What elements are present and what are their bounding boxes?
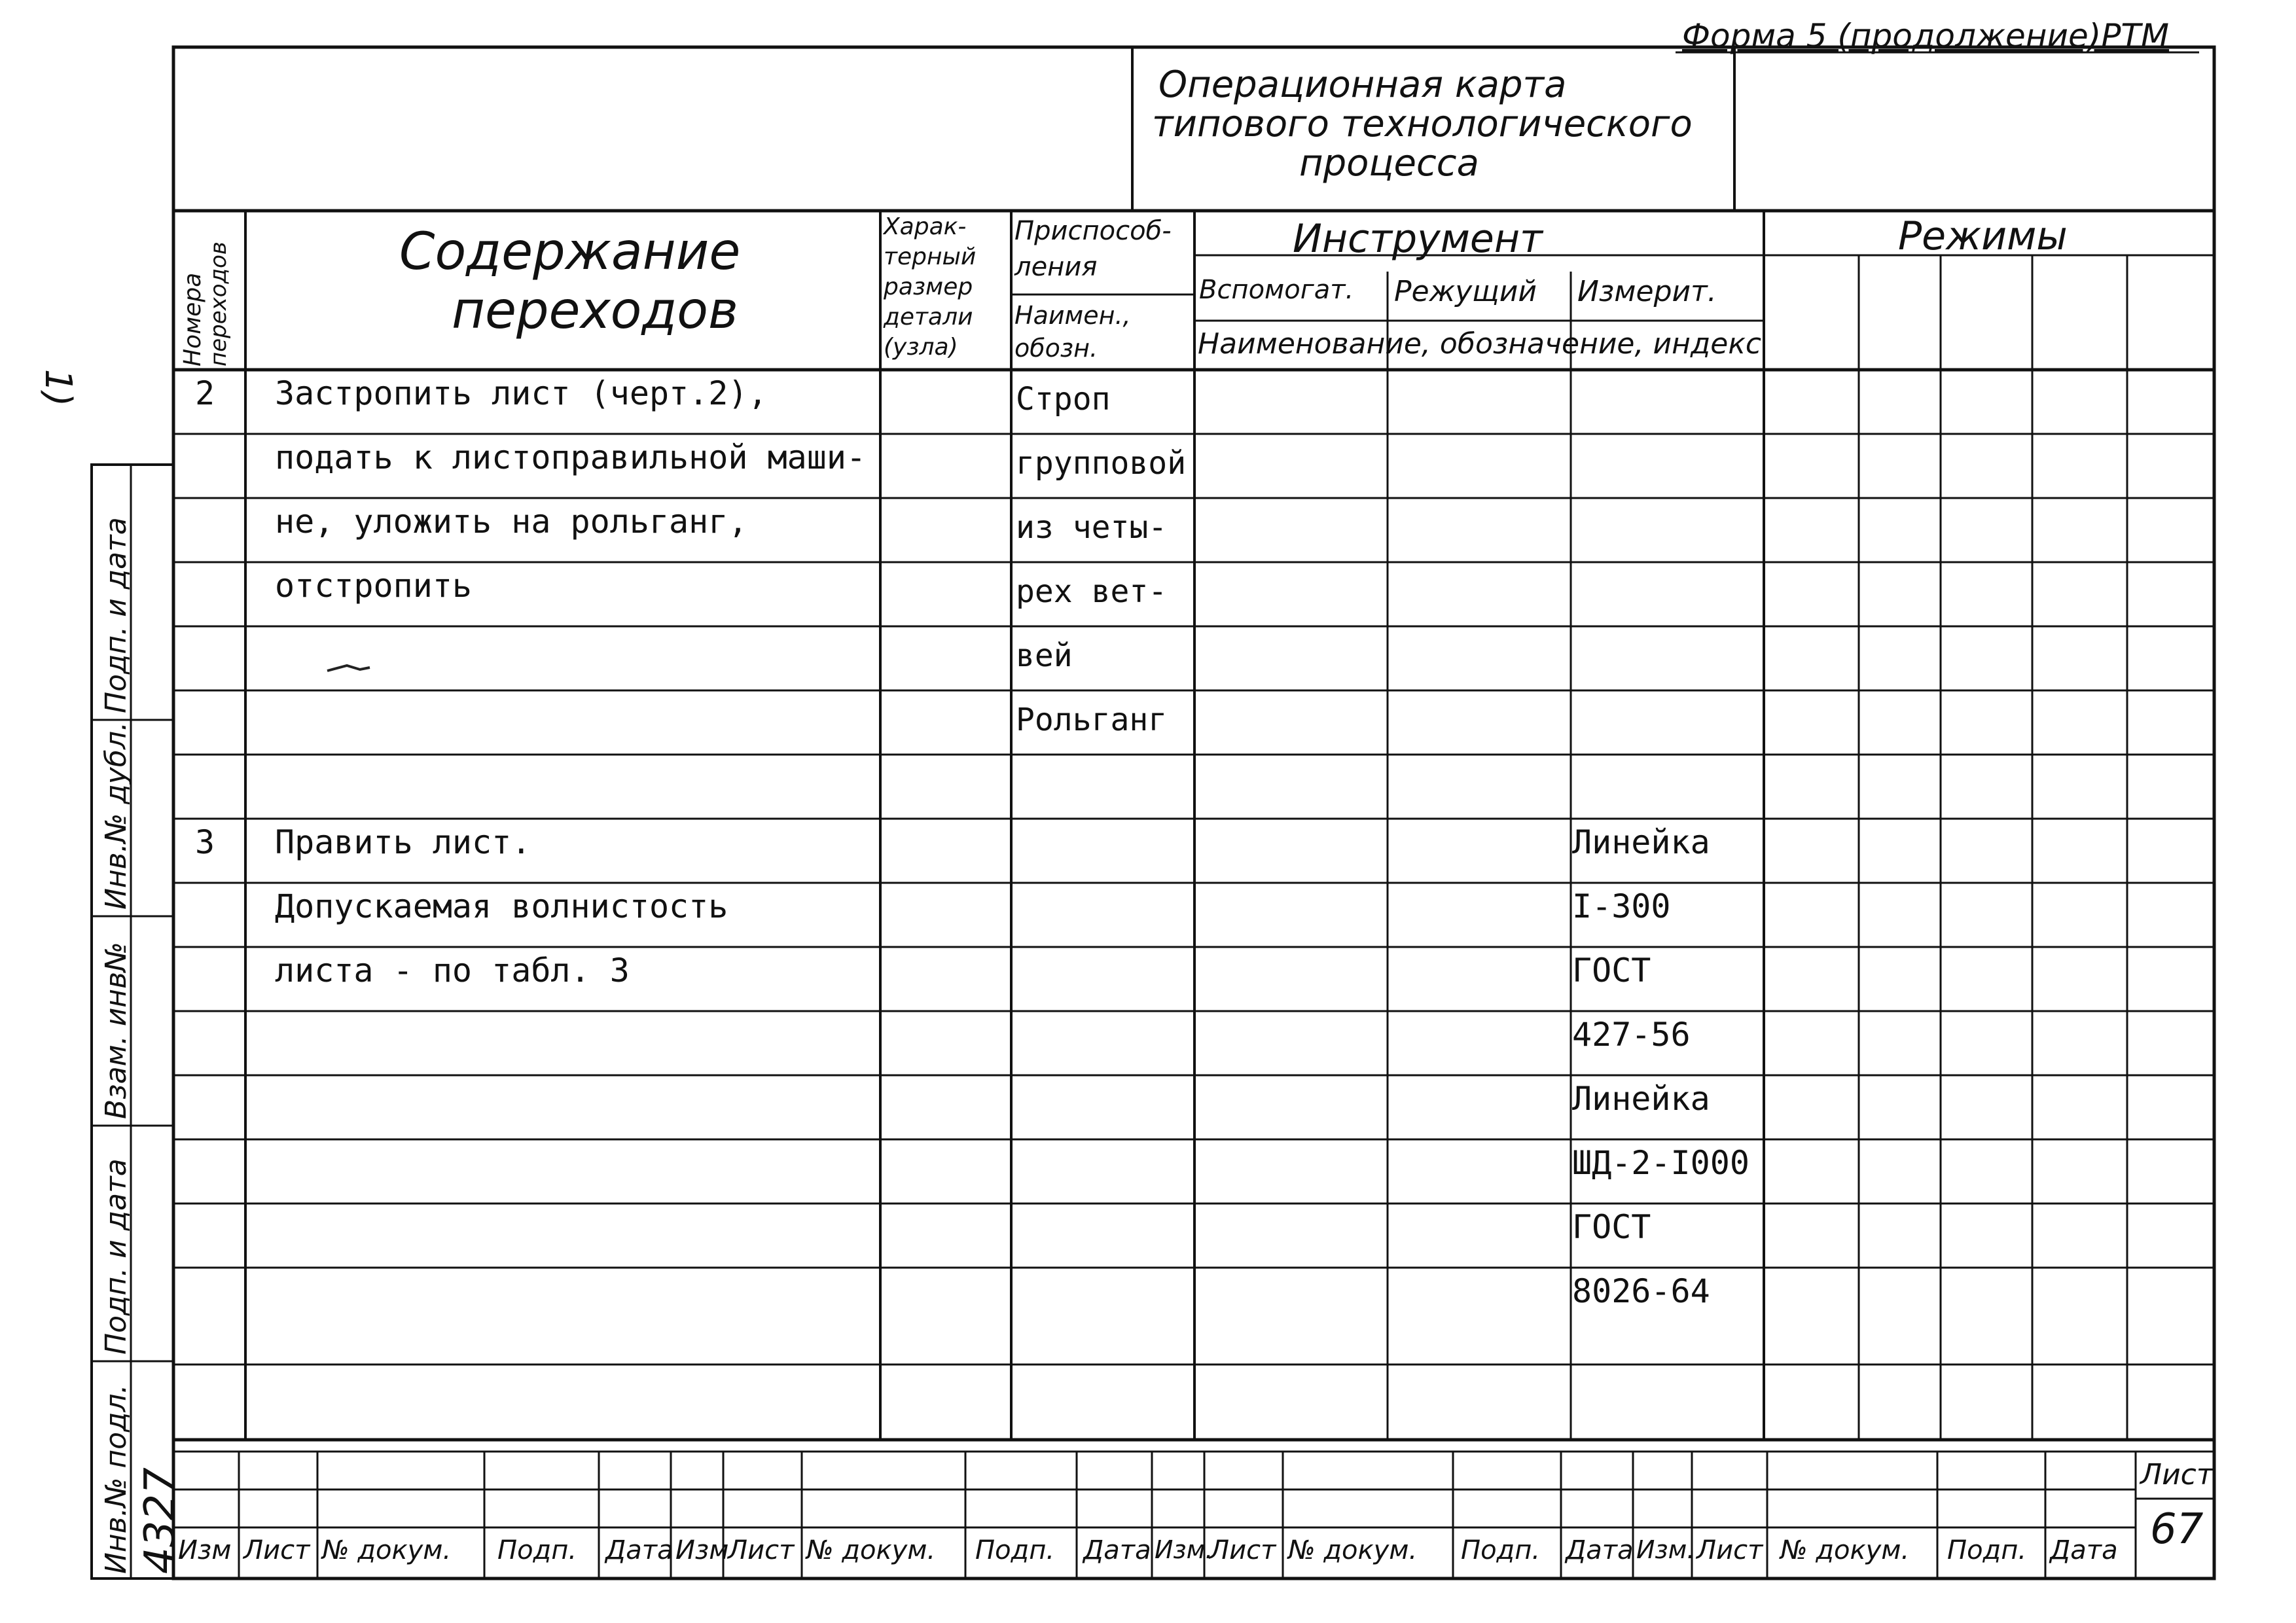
col-tool-aux: Вспомогат. (1199, 275, 1354, 305)
row-meas-tool: I-300 (1572, 887, 1671, 925)
row-meas-tool: 8026-64 (1572, 1272, 1710, 1310)
row-meas-tool: ГОСТ (1572, 952, 1651, 990)
row-num: 2 (195, 374, 215, 412)
footer-label: № докум. (322, 1535, 452, 1565)
side-label-inv-orig: Инв.№ подл. (99, 1384, 133, 1574)
footer-label: Изм (178, 1535, 232, 1565)
col-num-label-2: переходов (206, 241, 232, 366)
col-size-5: (узла) (884, 334, 958, 361)
col-modes-title: Режимы (1898, 213, 2068, 259)
col-size-2: терный (884, 243, 977, 270)
footer-label: Изм (675, 1535, 729, 1565)
col-num-label-1: Номера (179, 272, 206, 366)
footer-label: Дата (1566, 1535, 1634, 1565)
row-fixture: из четы- (1016, 509, 1168, 546)
row-fixture: Строп (1016, 381, 1111, 418)
form-label: Форма 5 (продолжение)РТМ (1682, 17, 2170, 55)
col-content-title-1: Содержание (399, 223, 741, 281)
footer-label: № докум. (1288, 1535, 1418, 1565)
col-tool-title: Инструмент (1293, 216, 1543, 262)
side-label-sign-date-1: Подп. и дата (99, 1158, 133, 1355)
row-meas-tool: 427-56 (1572, 1016, 1691, 1054)
col-size-4: детали (884, 304, 973, 330)
col-size-3: размер (884, 274, 973, 300)
footer-label: Подп. (1461, 1535, 1541, 1565)
col-fixture-sub-2: обозн. (1014, 334, 1098, 363)
row-meas-tool: Линейка (1572, 823, 1710, 861)
row-content: подать к листоправильной маши- (275, 438, 867, 476)
sheet-number: 67 (2150, 1505, 2204, 1554)
pencil-scribble (327, 666, 370, 671)
row-meas-tool: Линейка (1572, 1080, 1710, 1118)
row-meas-tool: ГОСТ (1572, 1208, 1651, 1246)
footer-label: Изм. (1155, 1535, 1213, 1564)
footer-label: Лист (1210, 1535, 1276, 1565)
row-content: листа - по табл. 3 (275, 952, 630, 990)
footer-label: № докум. (1780, 1535, 1910, 1565)
row-content: не, уложить на рольганг, (275, 503, 748, 541)
col-fixture-2: ления (1014, 252, 1098, 282)
side-label-inv-dup: Инв.№ дубл. (99, 721, 133, 910)
footer-label: № докум. (806, 1535, 936, 1565)
footer-label: Изм. (1636, 1535, 1695, 1564)
footer-label: Подп. (1947, 1535, 2027, 1565)
row-fixture: вей (1016, 637, 1073, 674)
col-tool-meas: Измерит. (1577, 275, 1717, 308)
row-num: 3 (195, 823, 215, 861)
row-content: Править лист. (275, 823, 531, 861)
doc-title-line-1: Операционная карта (1158, 63, 1567, 106)
row-fixture: групповой (1016, 445, 1187, 482)
col-tool-cut: Режущий (1394, 275, 1537, 308)
row-fixture: Рольганг (1016, 702, 1168, 738)
col-size-1: Харак- (884, 213, 967, 240)
row-meas-tool: ШД-2-I000 (1572, 1144, 1749, 1182)
footer-label: Дата (1083, 1535, 1151, 1565)
doc-title-line-2: типового технологического (1152, 103, 1693, 145)
sheet-label: Лист (2140, 1458, 2214, 1491)
row-content: отстропить (275, 567, 473, 605)
footer-label: Подп. (497, 1535, 577, 1565)
col-content-title-2: переходов (452, 281, 738, 340)
col-fixture-1: Приспособ- (1014, 216, 1172, 246)
side-label-replace-inv: Взам. инв№ (99, 942, 133, 1119)
row-fixture: рех вет- (1016, 573, 1168, 610)
margin-mark: 1) (37, 368, 80, 407)
row-content: Допускаемая волнистость (275, 887, 728, 925)
footer-label: Дата (2050, 1535, 2118, 1565)
row-content: Застропить лист (черт.2), (275, 374, 768, 412)
doc-title-line-3: процесса (1299, 142, 1479, 185)
col-fixture-sub-1: Наимен., (1014, 301, 1131, 330)
footer-label: Лист (243, 1535, 310, 1565)
footer-label: Подп. (975, 1535, 1055, 1565)
side-label-sign-date-2: Подп. и дата (99, 517, 133, 713)
footer-label: Дата (605, 1535, 673, 1565)
side-inv-number: 4327 (136, 1467, 185, 1574)
col-tool-sub: Наименование, обозначение, индекс (1198, 327, 1762, 361)
footer-label: Лист (728, 1535, 795, 1565)
footer-label: Лист (1696, 1535, 1763, 1565)
